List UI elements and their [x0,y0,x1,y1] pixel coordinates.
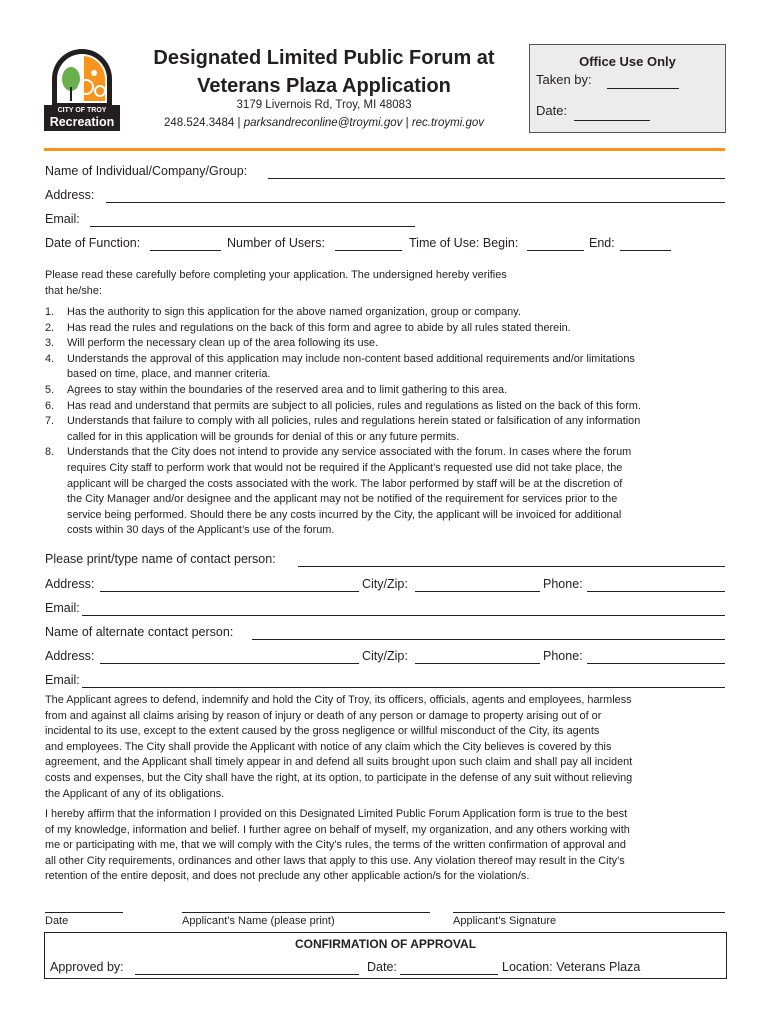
contact-address-field[interactable] [100,577,359,592]
approval-date-label: Date: [367,960,397,974]
contact-email-field[interactable] [82,601,725,616]
date-of-function-label: Date of Function: [45,236,141,250]
approved-by-field[interactable] [135,960,359,975]
list-item-line: Has the authority to sign this application for the above named organization, group or company. [67,306,521,318]
logo-line2: Recreation [49,115,115,129]
sig-signature-field[interactable] [453,900,725,913]
sig-name-label: Applicant’s Name (please print) [182,915,335,927]
taken-by-field[interactable] [607,75,679,89]
alternate-contact-label: Name of alternate contact person: [45,625,234,639]
list-item-line: costs within 30 days of the Applicant’s use of the forum. [67,524,335,537]
header-divider [44,148,725,151]
indemnify-line: The Applicant agrees to defend, indemnify and hold the City of Troy, its officers, officials, agents and employees, harmless [45,694,632,706]
title-line1: Designated Limited Public Forum at [153,47,495,69]
sig-signature-label: Applicant’s Signature [453,915,557,927]
alt-email-field[interactable] [82,673,725,688]
contact-cityzip-field[interactable] [415,577,540,592]
indemnify-paragraph [45,693,735,802]
intro-line2: that he/she: [45,284,102,297]
indemnify-line: costs and expenses, but the City shall have the right, at its option, to participate in the defense of any suit without relieving [45,771,633,784]
contact-email-label: Email: [45,601,80,615]
contact-phone-label: Phone: [543,577,583,591]
list-item-line: Will perform the necessary clean up of the area following its use. [67,337,379,350]
indemnify-line: the Applicant of any of its obligations. [45,787,225,800]
number-of-users-field[interactable] [335,236,402,251]
contact-cityzip-label: City/Zip: [362,577,408,591]
list-item-number: 6. [45,399,55,412]
header-address: 3179 Livernois Rd, Troy, MI 48083 [236,99,412,111]
list-item-line: based on time, place, and manner criteria. [67,368,271,381]
affirm-paragraph [45,807,735,885]
end-label: End: [589,236,615,250]
sig-date-label: Date [45,915,69,927]
alt-address-field[interactable] [100,649,359,664]
approval-location: Location: Veterans Plaza [502,960,641,974]
alt-cityzip-field[interactable] [415,649,540,664]
list-item [45,305,735,321]
header-sep2: | [402,117,412,129]
indemnify-line: incidental to its use, except to the extent caused by the gross negligence or willful misconduct of the City, its agents [45,725,600,738]
list-item-line: Agrees to stay within the boundaries of the reserved area and to limit gathering to this area. [67,383,508,396]
address-field[interactable] [106,188,725,203]
list-item-line: service being performed. Should there be any costs incurred by the City, the applicant will be invoiced for additional [67,508,622,521]
name-field[interactable] [268,164,725,179]
intro-text [45,268,735,299]
time-begin-label: Time of Use: Begin: [409,236,519,250]
list-item-line: Has read the rules and regulations on the back of this form and agree to abide by all rules stated therein. [67,321,571,334]
taken-by-label: Taken by: [536,72,592,87]
list-item [45,321,735,337]
list-item-line: Understands that the City does not intend to provide any service associated with the forum. In cases where the forum [67,446,632,459]
list-item-line: Has read and understand that permits are subject to all policies, rules and regulations as listed on the back of this form. [67,399,641,412]
header-website: rec.troymi.gov [411,117,485,129]
list-item-line: Understands that failure to comply with all policies, rules and regulations herein stated or falsification of any information [67,415,641,428]
title-line2: Veterans Plaza Application [197,75,451,97]
requirements-list [45,305,735,539]
office-title: Office Use Only [579,54,676,69]
intro-line1: Please read these carefully before completing your application. The undersigned hereby verifies [45,269,507,281]
list-item [45,414,735,445]
email-field[interactable] [90,212,415,227]
list-item-number: 7. [45,415,55,428]
office-date-field[interactable] [574,107,650,121]
list-item-line: Understands the approval of this application may include non-content based additional requirements and/or limitations [67,352,635,365]
time-begin-field[interactable] [527,236,584,251]
affirm-line: me or participating with me, that we will comply with the City’s rules, the terms of the written confirmation of approval and [45,839,626,852]
alt-phone-field[interactable] [587,649,725,664]
indemnify-line: from and against all claims arising by reason of injury or death of any person or damage to property arising out of or [45,709,602,722]
list-item-number: 3. [45,337,55,350]
indemnify-line: agreement, and the Applicant shall timely appear in and defend all suits brought upon such claim and shall pay all incident [45,756,633,769]
date-of-function-field[interactable] [150,236,221,251]
city-logo [44,43,120,131]
contact-person-field[interactable] [298,552,725,567]
list-item-line: the City Manager and/or designee and the applicant may not be notified of the requirement for services prior to the [67,493,618,506]
approval-date-field[interactable] [400,960,498,975]
approved-by-label: Approved by: [50,960,124,974]
sig-name-field[interactable] [182,900,430,913]
list-item [45,383,735,399]
number-of-users-label: Number of Users: [227,236,325,250]
affirm-line: I hereby affirm that the information I provided on this Designated Limited Public Forum Application form is true to the best [45,808,628,820]
list-item [45,399,735,415]
list-item-line: requires City staff to perform work that would not be required if the Applicant’s requested use did not take place, the [67,461,623,474]
list-item [45,352,735,383]
list-item-line: called for in this application will be grounds for denial of this or any future permits. [67,430,460,443]
list-item-number: 4. [45,352,55,365]
header-contact [130,117,518,129]
contact-phone-field[interactable] [587,577,725,592]
name-label: Name of Individual/Company/Group: [45,164,248,178]
list-item-number: 1. [45,306,55,318]
list-item [45,336,735,352]
affirm-line: retention of the entire deposit, and does not preclude any other applicable action/s for the violation/s. [45,870,530,883]
logo-line1: CITY OF TROY [57,107,107,114]
list-item-number: 5. [45,383,55,396]
alt-cityzip-label: City/Zip: [362,649,408,663]
sig-date-field[interactable] [45,900,123,913]
page-title [130,44,518,100]
header-email: parksandreconline@troymi.gov [243,117,403,129]
contact-address-label: Address: [45,577,95,591]
list-item-line: applicant will be charged the costs associated with the work. The labor performed by staff will be at the discretion of [67,477,623,490]
address-label: Address: [45,188,95,202]
list-item [45,445,735,539]
header-phone: 248.524.3484 [163,117,235,129]
alt-phone-label: Phone: [543,649,583,663]
list-item-number: 2. [45,321,55,334]
affirm-line: all other City requirements, ordinances and other laws that apply to this use. Any violation thereof may result in the City’s [45,854,625,867]
list-item-number: 8. [45,446,55,459]
alternate-contact-field[interactable] [252,625,725,640]
contact-person-label: Please print/type name of contact person: [45,552,276,566]
approval-title: CONFIRMATION OF APPROVAL [294,937,477,951]
email-label: Email: [45,212,80,226]
affirm-line: of my knowledge, information and belief. I further agree on behalf of myself, my organization, and any others working with [45,823,630,836]
alt-address-label: Address: [45,649,95,663]
approval-box [44,932,727,979]
office-date-label: Date: [536,103,568,118]
alt-email-label: Email: [45,673,80,687]
header-sep1: | [234,117,244,129]
end-field[interactable] [620,236,671,251]
indemnify-line: and employees. The City shall provide the Applicant with notice of any claim which the City believes is covered by this [45,740,612,753]
office-use-box [529,44,726,133]
